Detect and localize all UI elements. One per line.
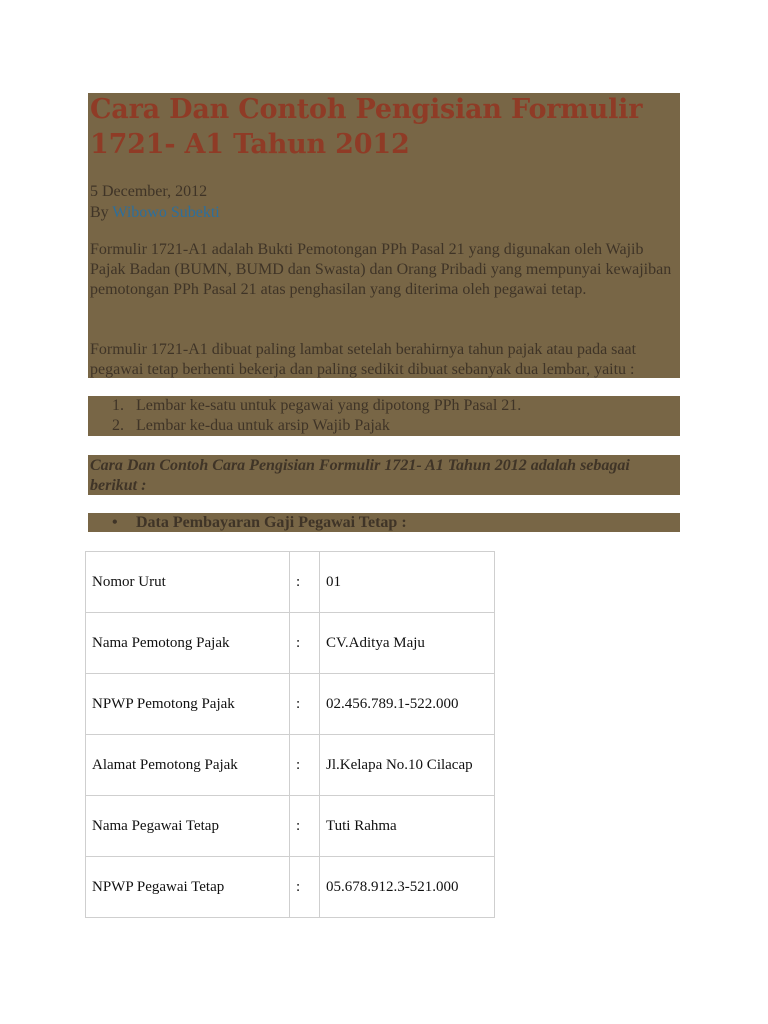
row-value: 02.456.789.1-522.000: [320, 674, 495, 735]
intro-paragraph: Formulir 1721-A1 adalah Bukti Pemotongan PPh Pasal 21 yang digunakan oleh Wajib Pajak Badan (BUMN, BUMD dan Swasta) dan Orang Pribadi yang mempunyai kewajiban pemotongan PPh Pasal 21 atas penghasilan yang diterima oleh pegawai tetap.: [90, 241, 672, 298]
payroll-table: [85, 551, 495, 918]
list-text: Lembar ke-satu untuk pegawai yang dipotong PPh Pasal 21.: [136, 397, 522, 414]
row-label: Alamat Pemotong Pajak: [86, 735, 290, 796]
table-row: [86, 796, 495, 857]
row-label: Nama Pegawai Tetap: [86, 796, 290, 857]
table-row: [86, 613, 495, 674]
by-label: By: [90, 204, 109, 221]
table-row: [86, 735, 495, 796]
bullet-heading-text: Data Pembayaran Gaji Pegawai Tetap :: [136, 514, 407, 531]
author-link[interactable]: Wibowo Subekti: [112, 204, 220, 221]
article-date: 5 December, 2012: [90, 183, 208, 200]
row-separator: :: [290, 674, 320, 735]
list-number: 2.: [112, 417, 124, 434]
row-separator: :: [290, 735, 320, 796]
table-row: [86, 674, 495, 735]
row-value: CV.Aditya Maju: [320, 613, 495, 674]
list-number: 1.: [112, 397, 124, 414]
row-label: NPWP Pegawai Tetap: [86, 857, 290, 918]
row-value: 05.678.912.3-521.000: [320, 857, 495, 918]
row-separator: :: [290, 613, 320, 674]
list-text: Lembar ke-dua untuk arsip Wajib Pajak: [136, 417, 390, 434]
list-item: [112, 396, 521, 416]
row-separator: :: [290, 552, 320, 613]
row-value: 01: [320, 552, 495, 613]
table-row: [86, 857, 495, 918]
article-title: Cara Dan Contoh Pengisian Formulir 1721- A1 Tahun 2012: [90, 94, 643, 160]
row-label: NPWP Pemotong Pajak: [86, 674, 290, 735]
row-value: Jl.Kelapa No.10 Cilacap: [320, 735, 495, 796]
list-item: [112, 416, 521, 436]
sheet-list: [112, 396, 521, 436]
row-separator: :: [290, 857, 320, 918]
row-separator: :: [290, 796, 320, 857]
table-row: [86, 552, 495, 613]
second-paragraph: Formulir 1721-A1 dibuat paling lambat setelah berahirnya tahun pajak atau pada saat pegawai tetap berhenti bekerja dan paling sedikit dibuat sebanyak dua lembar, yaitu :: [90, 341, 637, 378]
row-label: Nomor Urut: [86, 552, 290, 613]
bullet-marker: •: [112, 514, 118, 531]
row-value: Tuti Rahma: [320, 796, 495, 857]
bullet-heading: [112, 514, 407, 532]
section-subheading: Cara Dan Contoh Cara Pengisian Formulir 1721- A1 Tahun 2012 adalah sebagai berikut :: [90, 457, 630, 494]
article-byline: [90, 202, 220, 223]
row-label: Nama Pemotong Pajak: [86, 613, 290, 674]
